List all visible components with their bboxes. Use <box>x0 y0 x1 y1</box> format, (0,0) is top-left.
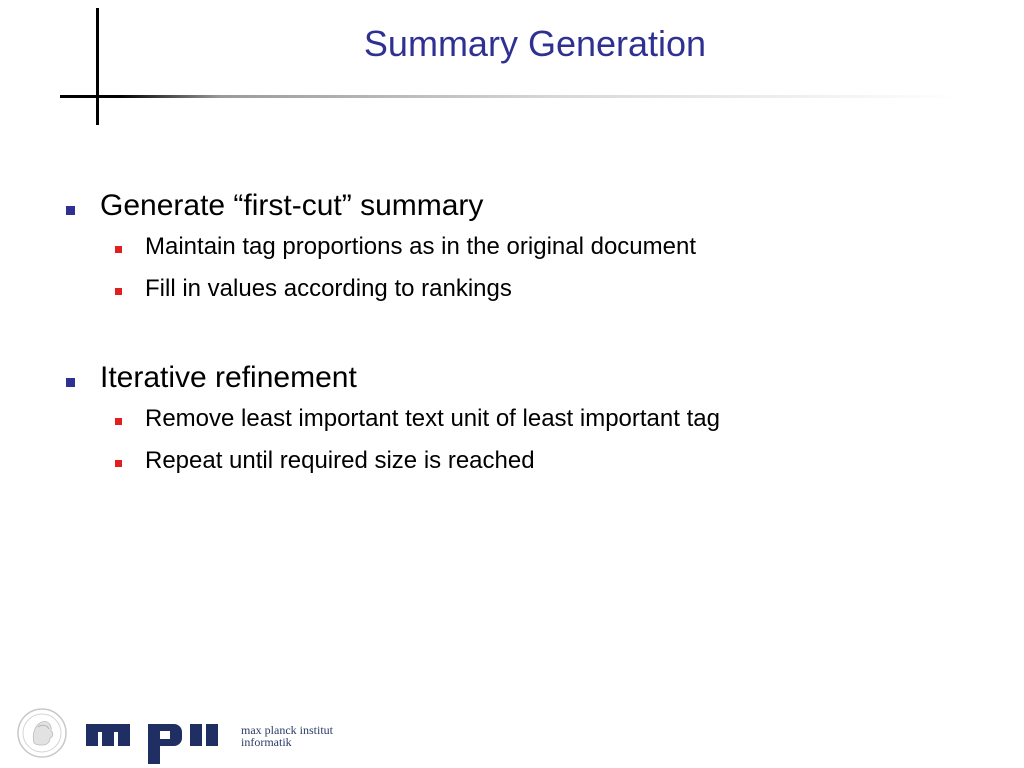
bullet-group-1 <box>60 186 960 314</box>
institute-name-line-1: max planck institut <box>241 723 333 737</box>
minerva-seal-icon <box>16 707 68 759</box>
sub-bullet-item <box>60 444 960 486</box>
sub-bullet-text: Fill in values according to rankings <box>145 275 512 302</box>
sub-bullet-text: Remove least important text unit of least important tag <box>145 405 720 432</box>
slide-title: Summary Generation <box>363 23 707 64</box>
slide-content <box>60 186 960 530</box>
bullet-item <box>60 186 960 230</box>
sub-bullet-item <box>60 402 960 444</box>
square-sub-bullet-icon <box>115 418 122 425</box>
decorative-vertical-line <box>96 8 99 125</box>
institute-name-line-2: informatik <box>241 735 292 749</box>
sub-bullet-text: Repeat until required size is reached <box>145 447 535 474</box>
square-bullet-icon <box>66 206 75 215</box>
sub-bullet-item <box>60 272 960 314</box>
square-sub-bullet-icon <box>115 460 122 467</box>
bullet-item <box>60 358 960 402</box>
decorative-horizontal-line <box>60 95 960 98</box>
bullet-group-2 <box>60 358 960 486</box>
mpi-logo-icon <box>86 716 246 764</box>
bullet-text: Generate “first-cut” summary <box>100 189 484 222</box>
institute-name <box>241 724 333 748</box>
square-sub-bullet-icon <box>115 246 122 253</box>
bullet-text: Iterative refinement <box>100 361 357 394</box>
square-sub-bullet-icon <box>115 288 122 295</box>
square-bullet-icon <box>66 378 75 387</box>
sub-bullet-text: Maintain tag proportions as in the original document <box>145 233 696 260</box>
sub-bullet-item <box>60 230 960 272</box>
